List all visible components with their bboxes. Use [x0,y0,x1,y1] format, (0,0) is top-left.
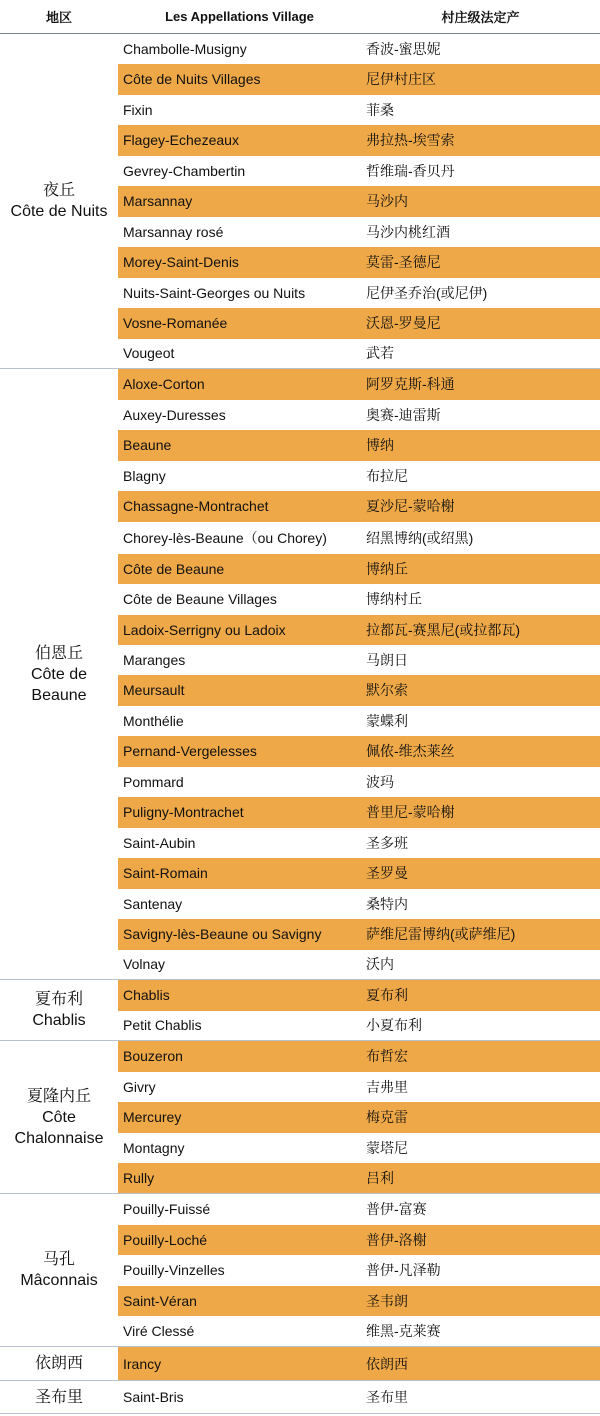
appellation-cell: Meursault [118,675,361,706]
appellation-cell: Beaune [118,430,361,461]
chinese-name-cell: 梅克雷 [361,1102,600,1133]
chinese-name-cell: 马沙内桃红酒 [366,223,450,240]
chinese-name-cell: 维黑-克莱赛 [361,1316,600,1347]
appellation-cell: Côte de Beaune Villages [123,591,277,607]
region-cell [0,1194,118,1347]
chinese-name-cell: 布哲宏 [361,1041,600,1072]
region-cell [0,369,118,980]
appellation-cell: Rully [118,1163,361,1194]
appellation-cell: Givry [123,1078,156,1095]
chinese-name-cell: 波玛 [366,773,394,790]
appellation-cell: Morey-Saint-Denis [118,247,361,278]
region-cell [0,1381,118,1414]
region-label-line: 依朗西 [34,1355,83,1372]
chinese-name-cell: 马沙内 [361,186,600,217]
appellation-cell: Saint-Bris [118,1381,361,1414]
region-label-line: Chablis [32,1012,86,1029]
region-cell [0,1041,118,1194]
chinese-name-cell: 拉都瓦-赛黑尼(或拉都瓦) [361,615,600,645]
chinese-name-cell: 夏布利 [361,980,600,1011]
table-row [0,369,600,400]
appellation-cell: Côte de Beaune [118,554,361,584]
chinese-name-cell: 圣布里 [361,1381,600,1414]
region-label-line: 马孔 [42,1251,75,1268]
chinese-name-cell: 普伊-富赛 [366,1201,427,1218]
header-row [0,0,600,34]
appellation-cell: Saint-Aubin [123,834,196,851]
appellation-cell: Volnay [118,950,361,980]
chinese-name-cell: 香波-蜜思妮 [366,40,441,57]
table-row [0,1041,600,1072]
chinese-name-cell: 尼伊圣乔治(或尼伊) [366,284,488,301]
region-cell [0,980,118,1041]
region-label-line: 夜丘 [42,182,75,199]
appellation-cell: Côte de Nuits Villages [118,64,361,95]
appellation-cell: Pommard [123,773,184,790]
chinese-name-cell: 依朗西 [361,1347,600,1381]
chinese-name-cell: 布拉尼 [366,467,408,484]
chinese-name-cell: 沃恩-罗曼尼 [361,308,600,339]
chinese-name-cell: 阿罗克斯-科通 [361,369,600,400]
chinese-name-cell: 武若 [361,339,600,369]
region-cell [0,1347,118,1381]
chinese-name-cell: 莫雷-圣德尼 [361,247,600,278]
appellation-cell: Bouzeron [118,1041,361,1072]
chinese-name-cell: 夏沙尼-蒙哈榭 [361,491,600,522]
appellation-cell: Chambolle-Musigny [123,40,247,57]
appellation-cell: Chassagne-Montrachet [118,491,361,522]
header-appellation: Les Appellations Village [118,0,361,34]
appellation-cell: Santenay [123,895,183,912]
chinese-name-cell: 圣多班 [366,834,408,851]
chinese-name-cell: 蒙塔尼 [366,1139,408,1156]
chinese-name-cell: 默尔索 [361,675,600,706]
appellation-cell: Chorey-lès-Beaune（ou Chorey) [123,529,327,546]
appellation-cell: Maranges [123,651,186,668]
region-label-line: 伯恩丘 [34,644,83,662]
appellation-cell: Mercurey [118,1102,361,1133]
appellation-cell: Nuits-Saint-Georges ou Nuits [123,284,306,301]
table-row [0,1347,600,1381]
chinese-name-cell: 萨维尼雷博纳(或萨维尼) [361,919,600,950]
table-row [0,980,600,1011]
region-label-line: Beaune [31,686,87,704]
chinese-name-cell: 小夏布利 [361,1011,600,1041]
region-label-line: 夏布利 [34,991,83,1008]
chinese-name-cell: 吕利 [361,1163,600,1194]
chinese-name-cell: 普伊-凡泽勒 [366,1262,441,1278]
chinese-name-cell: 尼伊村庄区 [361,64,600,95]
appellation-cell: Gevrey-Chambertin [123,162,246,179]
chinese-name-cell: 哲维瑞-香贝丹 [366,162,455,179]
header-region: 地区 [0,0,118,34]
appellation-cell: Viré Clessé [118,1316,361,1347]
appellation-cell: Pernand-Vergelesses [118,736,361,767]
chinese-name-cell: 普伊-洛榭 [361,1225,600,1255]
chinese-name-cell: 弗拉热-埃雪索 [361,125,600,156]
chinese-name-cell: 佩侬-维杰莱丝 [361,736,600,767]
chinese-name-cell: 博纳 [361,430,600,461]
region-cell [0,34,118,369]
region-label-line: 夏隆内丘 [26,1087,91,1105]
region-label-line: Chalonnaise [14,1129,104,1147]
appellation-cell: Flagey-Echezeaux [118,125,361,156]
appellation-cell: Pouilly-Vinzelles [123,1262,225,1278]
chinese-name-cell: 绍黑博纳(或绍黑) [366,529,474,546]
chinese-name-cell: 博纳村丘 [366,591,422,607]
appellation-cell: Ladoix-Serrigny ou Ladoix [118,615,361,645]
region-label-line: 圣布里 [34,1388,83,1406]
chinese-name-cell: 博纳丘 [361,554,600,584]
table-body [0,34,600,1414]
appellation-cell: Puligny-Montrachet [118,797,361,828]
appellation-cell: Marsannay [118,186,361,217]
appellation-cell: Savigny-lès-Beaune ou Savigny [118,919,361,950]
appellation-cell: Monthélie [123,712,184,729]
appellation-cell: Fixin [123,101,153,118]
chinese-name-cell: 圣罗曼 [361,858,600,889]
region-label-line: Mâconnais [20,1272,98,1289]
region-label-line: Côte de [30,665,88,683]
region-label-line: Côte [42,1108,76,1126]
appellation-cell: Pouilly-Loché [118,1225,361,1255]
appellation-cell: Aloxe-Corton [118,369,361,400]
chinese-name-cell: 马朗日 [366,651,408,668]
appellation-cell: Marsannay rosé [123,223,224,240]
appellation-cell: Saint-Romain [118,858,361,889]
chinese-name-cell: 菲桑 [366,101,394,118]
chinese-name-cell: 圣韦朗 [361,1286,600,1316]
chinese-name-cell: 沃内 [361,950,600,980]
header-chinese: 村庄级法定产 [361,0,600,34]
table-row [0,1194,600,1225]
table-row [0,34,600,64]
appellation-cell: Chablis [118,980,361,1011]
chinese-name-cell: 奥赛-迪雷斯 [366,406,441,423]
appellation-cell: Auxey-Duresses [123,406,226,423]
appellation-cell: Vougeot [118,339,361,369]
appellation-cell: Pouilly-Fuissé [123,1201,211,1218]
table-row [0,1381,600,1414]
appellation-cell: Vosne-Romanée [118,308,361,339]
chinese-name-cell: 普里尼-蒙哈榭 [361,797,600,828]
appellation-cell: Irancy [118,1347,361,1381]
appellation-cell: Montagny [123,1139,185,1156]
region-label-line: Côte de Nuits [10,203,108,220]
chinese-name-cell: 吉弗里 [366,1078,408,1095]
appellation-cell: Saint-Véran [118,1286,361,1316]
appellation-cell: Blagny [123,467,166,484]
chinese-name-cell: 蒙蝶利 [366,712,408,729]
appellation-cell: Petit Chablis [118,1011,361,1041]
chinese-name-cell: 桑特内 [366,895,408,912]
